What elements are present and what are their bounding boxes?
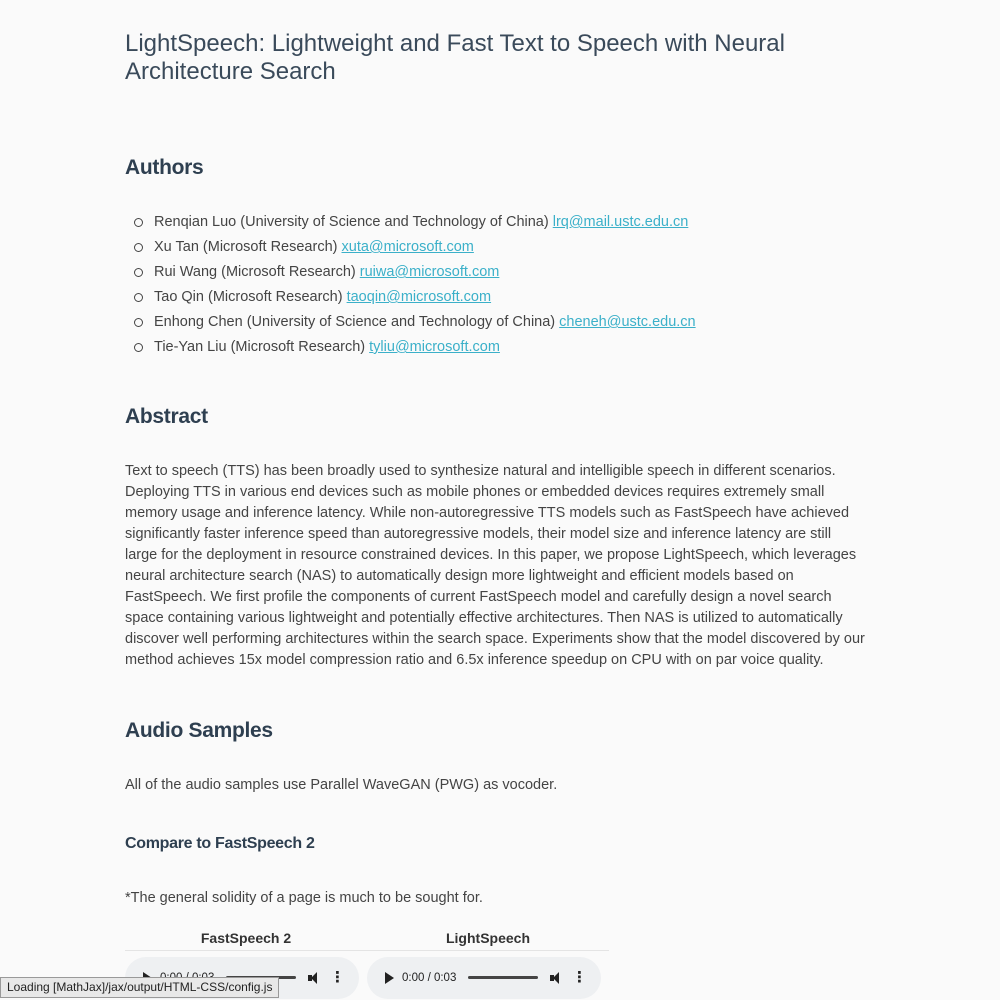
author-email-link[interactable]: lrq@mail.ustc.edu.cn — [552, 214, 689, 230]
column-header-lightspeech: LightSpeech — [367, 926, 609, 950]
list-item — [125, 237, 696, 262]
author-name: Xu Tan (Microsoft Research) — [154, 239, 338, 255]
volume-icon[interactable] — [308, 971, 322, 985]
list-item — [125, 337, 696, 362]
audio-progress-slider[interactable] — [468, 976, 538, 979]
author-email-link[interactable]: xuta@microsoft.com — [341, 239, 474, 255]
list-item — [125, 262, 696, 287]
list-item — [125, 287, 696, 312]
abstract-text: Text to speech (TTS) has been broadly used to synthesize natural and intelligible speech in different scenarios. Deploying TTS in various end devices such as mobile phones or embedded devices requires extremely small memory usage and inference latency. While non-autoregressive TTS models such as FastSpeech have achieved significantly faster inference speed than autoregressive models, their model size and inference latency are still large for the deployment in resource constrained devices. In this paper, we propose LightSpeech, which leverages neural architecture search (NAS) to automatically design more lightweight and efficient models based on FastSpeech. We first profile the components of current FastSpeech model and carefully design a novel search space containing various lightweight and potentially effective architectures. Then NAS is utilized to automatically discover well performing architectures within the search space. Experiments show that the model discovered by our method achieves 15x model compression ratio and 6.5x inference speedup on CPU with on par voice quality. — [125, 463, 865, 668]
author-email-link[interactable]: taoqin@microsoft.com — [346, 289, 492, 305]
authors-list — [125, 212, 696, 362]
audio-samples-heading: Audio Samples — [125, 719, 273, 742]
author-name: Tao Qin (Microsoft Research) — [154, 289, 343, 305]
author-email-link[interactable]: cheneh@ustc.edu.cn — [559, 314, 696, 330]
author-email-link[interactable]: ruiwa@microsoft.com — [359, 264, 500, 280]
author-name: Rui Wang (Microsoft Research) — [154, 264, 356, 280]
author-name: Tie-Yan Liu (Microsoft Research) — [154, 339, 366, 355]
more-options-icon[interactable]: ⋮ — [330, 968, 345, 986]
audio-cell — [367, 950, 609, 999]
abstract-heading: Abstract — [125, 405, 208, 428]
page-title: LightSpeech: Lightweight and Fast Text to Speech with Neural Architecture Search — [125, 30, 785, 85]
more-options-icon[interactable]: ⋮ — [572, 968, 587, 986]
column-header-fastspeech2: FastSpeech 2 — [125, 926, 367, 950]
author-name: Enhong Chen (University of Science and Technology of China) — [154, 314, 556, 330]
authors-heading: Authors — [125, 156, 204, 179]
status-bar: Loading [MathJax]/jax/output/HTML-CSS/config.js — [0, 977, 279, 998]
audio-intro-text: All of the audio samples use Parallel WaveGAN (PWG) as vocoder. — [125, 777, 558, 793]
author-name: Renqian Luo (University of Science and Technology of China) — [154, 214, 549, 230]
list-item — [125, 212, 696, 237]
compare-heading: Compare to FastSpeech 2 — [125, 835, 315, 852]
play-icon[interactable] — [385, 972, 394, 984]
audio-time: 0:00 / 0:03 — [402, 971, 457, 984]
volume-icon[interactable] — [550, 971, 564, 985]
list-item — [125, 312, 696, 337]
author-email-link[interactable]: tyliu@microsoft.com — [369, 339, 500, 355]
sample-sentence: *The general solidity of a page is much to be sought for. — [125, 890, 483, 906]
audio-player[interactable] — [367, 957, 601, 999]
